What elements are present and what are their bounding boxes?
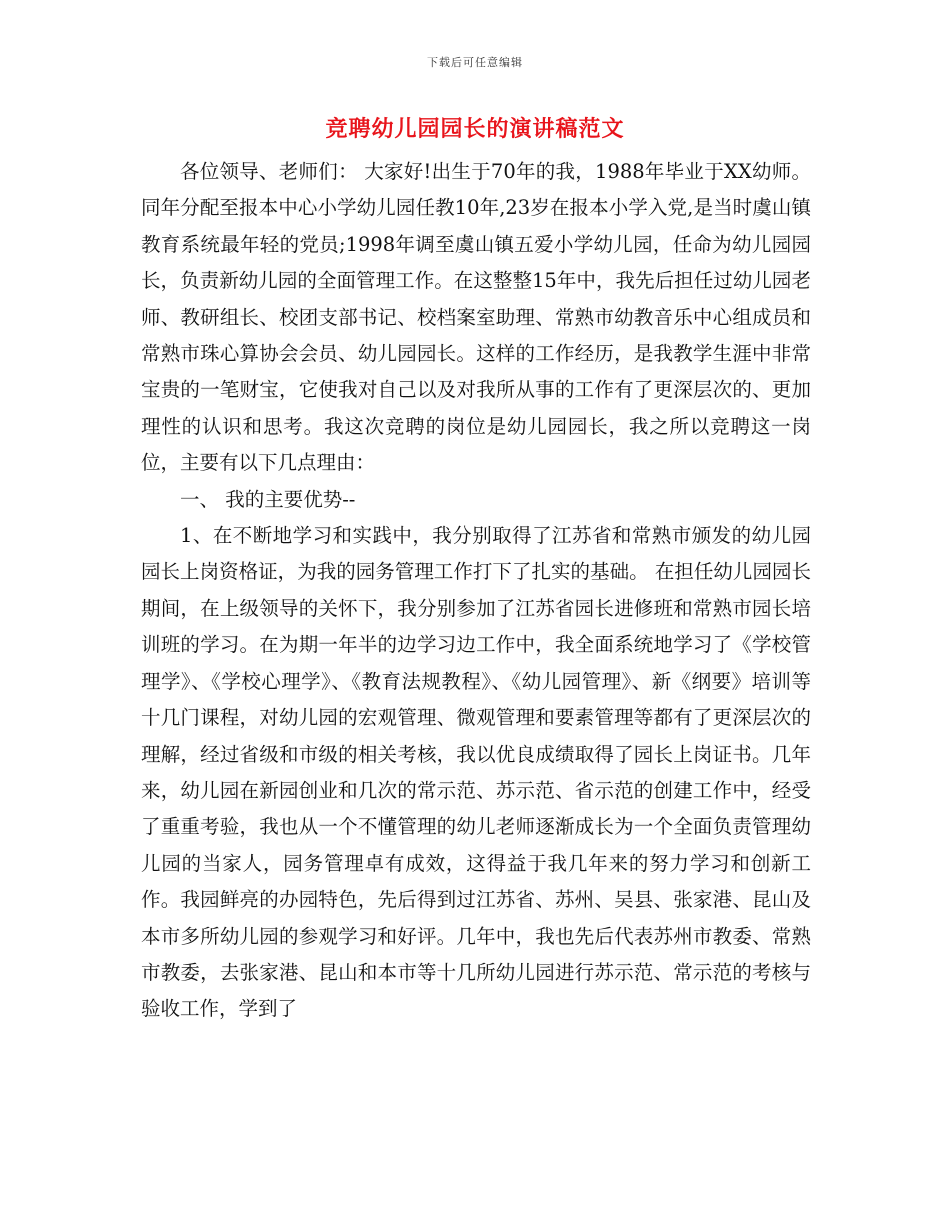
document-body <box>141 154 811 1028</box>
document-title: 竞聘幼儿园园长的演讲稿范文 <box>325 116 625 142</box>
paragraph-intro: 各位领导、老师们： 大家好!出生于70年的我，1988年毕业于XX幼师。同年分配至报本中心小学幼儿园任教10年,23岁在报本小学入党,是当时虞山镇教育系统最年轻的党员;1998年调至虞山镇五爱小学幼儿园，任命为幼儿园园长，负责新幼儿园的全面管理工作。在这整整15年中，我先后担任过幼儿园老师、教研组长、校团支部书记、校档案室助理、常熟市幼教音乐中心组成员和常熟市珠心算协会会员、幼儿园园长。这样的工作经历，是我教学生涯中非常宝贵的一笔财宝，它使我对自己以及对我所从事的工作有了更深层次的、更加理性的认识和思考。我这次竞聘的岗位是幼儿园园长，我之所以竞聘这一岗位，主要有以下几点理由： <box>141 160 811 475</box>
section-heading-advantages: 一、 我的主要优势-- <box>180 487 356 511</box>
paragraph-advantage-1: 1、在不断地学习和实践中，我分别取得了江苏省和常熟市颁发的幼儿园园长上岗资格证，为我的园务管理工作打下了扎实的基础。 在担任幼儿园园长期间，在上级领导的关怀下，我分别参加了江苏省园长进修班和常熟市园长培训班的学习。在为期一年半的边学习边工作中，我全面系统地学习了《学校管理学》、《学校心理学》、《教育法规教程》、《幼儿园管理》、新《纲要》培训等十几门课程，对幼儿园的宏观管理、微观管理和要素管理等都有了更深层次的理解，经过省级和市级的相关考核，我以优良成绩取得了园长上岗证书。几年来，幼儿园在新园创业和几次的常示范、苏示范、省示范的创建工作中，经受了重重考验，我也从一个不懂管理的幼儿老师逐渐成长为一个全面负责管理幼儿园的当家人，园务管理卓有成效，这得益于我几年来的努力学习和创新工作。我园鲜亮的办园特色，先后得到过江苏省、苏州、吴县、张家港、昆山及本市多所幼儿园的参观学习和好评。几年中，我也先后代表苏州市教委、常熟市教委，去张家港、昆山和本市等十几所幼儿园进行苏示范、常示范的考核与验收工作，学到了 <box>141 524 811 1021</box>
header-note: 下载后可任意编辑 <box>427 56 523 69</box>
